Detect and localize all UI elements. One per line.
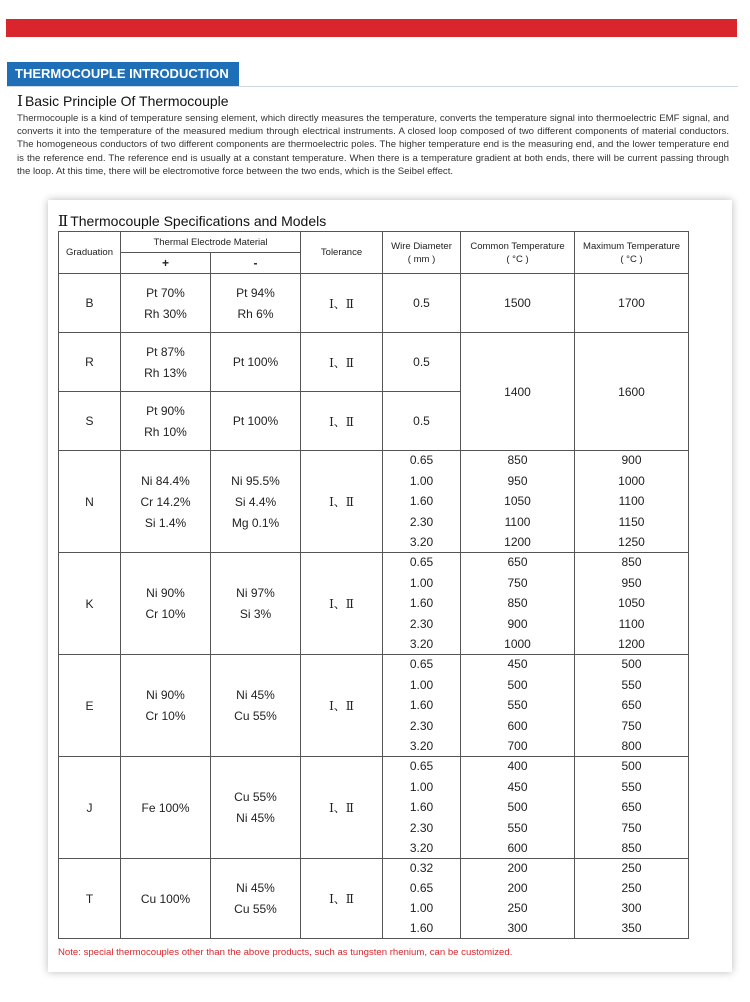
common-temp-value: 550 xyxy=(507,820,528,835)
specs-roman-numeral: Ⅱ xyxy=(58,212,69,230)
wire-value: 0.65 xyxy=(409,881,434,895)
table-row-K xyxy=(59,553,689,655)
max-temp-value: 1150 xyxy=(618,514,645,529)
material-line: Ni 97% xyxy=(236,586,275,600)
max-temp-value: 950 xyxy=(621,575,642,590)
material-line: Pt 87% xyxy=(146,344,185,359)
common-temp-value: 850 xyxy=(507,596,528,610)
max-temp-value: 500 xyxy=(621,759,642,773)
wire-value: 1.00 xyxy=(409,575,434,590)
wire-value: 1.00 xyxy=(409,779,434,794)
material-line: Si 1.4% xyxy=(144,515,187,530)
material-line: Cr 14.2% xyxy=(140,494,191,509)
header-max-line2: ( °C ) xyxy=(620,253,643,265)
table-row-N xyxy=(59,451,689,553)
common-temp-value: 550 xyxy=(507,698,528,712)
max-temp-value: 900 xyxy=(621,453,642,467)
plus-material-cell xyxy=(121,333,211,392)
common-temp-value: 300 xyxy=(507,921,528,935)
max-temp-value: 650 xyxy=(621,698,642,712)
max-temp-value: 1250 xyxy=(618,535,645,549)
wire-cell xyxy=(383,451,461,553)
common-temp-value: 1200 xyxy=(504,535,531,549)
common-temp-value: 1100 xyxy=(504,514,531,529)
wire-value: 0.32 xyxy=(409,861,434,875)
header-material: Thermal Electrode Material xyxy=(121,232,301,253)
common-temp-value: 500 xyxy=(507,677,528,692)
tolerance-cell: Ⅰ、Ⅱ xyxy=(301,392,383,451)
max-temp-value: 350 xyxy=(621,921,642,935)
header-tolerance: Tolerance xyxy=(301,232,383,274)
table-row-J xyxy=(59,757,689,859)
table-row-R xyxy=(59,333,689,392)
wire-value: 3.20 xyxy=(409,637,434,651)
max-temp-value: 500 xyxy=(621,657,642,671)
material-line: Cr 10% xyxy=(145,607,186,621)
graduation-cell: K xyxy=(59,553,121,655)
max-temp-value: 1050 xyxy=(618,596,645,610)
wire-cell xyxy=(383,553,461,655)
common-temp-cell: 1500 xyxy=(461,274,575,333)
material-line: Pt 94% xyxy=(236,285,275,300)
common-temp-cell xyxy=(461,553,575,655)
common-temp-value: 200 xyxy=(507,861,528,875)
wire-cell: 0.5 xyxy=(383,333,461,392)
plus-material-cell xyxy=(121,553,211,655)
max-temp-value: 650 xyxy=(621,800,642,814)
common-temp-value: 500 xyxy=(507,800,528,814)
max-temp-value: 550 xyxy=(621,779,642,794)
header-common-line1: Common Temperature xyxy=(470,240,565,252)
common-temp-value: 250 xyxy=(507,901,528,915)
common-temp-value: 1050 xyxy=(504,494,531,508)
common-temp-value: 650 xyxy=(507,555,528,569)
wire-cell: 0.5 xyxy=(383,392,461,451)
wire-cell: 0.5 xyxy=(383,274,461,333)
header-max-line1: Maximum Temperature xyxy=(583,240,680,252)
material-line: Cr 10% xyxy=(145,709,186,723)
max-temp-value: 300 xyxy=(621,901,642,915)
plus-material-cell xyxy=(121,274,211,333)
max-temp-value: 850 xyxy=(621,555,642,569)
section-title-banner: THERMOCOUPLE INTRODUCTION xyxy=(7,62,239,86)
material-line: Mg 0.1% xyxy=(231,515,280,530)
common-temp-cell: 1400 xyxy=(461,333,575,451)
max-temp-value: 250 xyxy=(621,881,642,895)
common-temp-value: 400 xyxy=(507,759,528,773)
specs-heading xyxy=(58,212,326,230)
minus-material-cell xyxy=(211,274,301,333)
material-line: Ni 90% xyxy=(146,688,185,702)
common-temp-value: 1000 xyxy=(504,637,531,651)
material-line: Ni 84.4% xyxy=(141,473,190,488)
wire-cell xyxy=(383,655,461,757)
max-temp-value: 1100 xyxy=(618,616,645,631)
max-temp-cell xyxy=(575,859,689,939)
material-line: Ni 45% xyxy=(236,688,275,702)
common-temp-value: 700 xyxy=(507,739,528,753)
material-line: Pt 70% xyxy=(146,285,185,300)
header-common-temp xyxy=(461,232,575,274)
wire-value: 1.60 xyxy=(409,921,434,935)
max-temp-value: 800 xyxy=(621,739,642,753)
max-temp-cell xyxy=(575,655,689,757)
max-temp-cell xyxy=(575,757,689,859)
common-temp-cell xyxy=(461,451,575,553)
minus-material-cell xyxy=(211,451,301,553)
table-row-E xyxy=(59,655,689,757)
material-line: Pt 90% xyxy=(146,403,185,418)
max-temp-cell xyxy=(575,553,689,655)
max-temp-value: 1100 xyxy=(618,494,645,508)
wire-value: 0.65 xyxy=(409,555,434,569)
header-plus: + xyxy=(121,253,211,274)
max-temp-value: 850 xyxy=(621,841,642,855)
wire-cell xyxy=(383,859,461,939)
header-wire-line1: Wire Diameter xyxy=(391,240,452,252)
section-divider xyxy=(7,86,738,87)
wire-value: 0.65 xyxy=(409,453,434,467)
minus-material-cell: Pt 100% xyxy=(211,333,301,392)
common-temp-value: 200 xyxy=(507,881,528,895)
tolerance-cell: Ⅰ、Ⅱ xyxy=(301,333,383,392)
plus-material-cell xyxy=(121,392,211,451)
common-temp-cell xyxy=(461,655,575,757)
minus-material-cell xyxy=(211,859,301,939)
max-temp-value: 750 xyxy=(621,820,642,835)
wire-value: 1.60 xyxy=(409,698,434,712)
material-line: Rh 6% xyxy=(237,306,274,321)
wire-value: 1.00 xyxy=(409,473,434,488)
header-max-temp xyxy=(575,232,689,274)
graduation-cell: J xyxy=(59,757,121,859)
max-temp-value: 250 xyxy=(621,861,642,875)
graduation-cell: E xyxy=(59,655,121,757)
max-temp-cell: 1700 xyxy=(575,274,689,333)
material-line: Rh 13% xyxy=(144,365,187,380)
minus-material-cell xyxy=(211,757,301,859)
wire-value: 1.60 xyxy=(409,596,434,610)
tolerance-cell: Ⅰ、Ⅱ xyxy=(301,859,383,939)
top-accent-bar xyxy=(6,19,737,37)
max-temp-value: 750 xyxy=(621,718,642,733)
wire-value: 1.00 xyxy=(409,677,434,692)
common-temp-value: 600 xyxy=(507,718,528,733)
minus-material-cell xyxy=(211,553,301,655)
wire-value: 1.60 xyxy=(409,800,434,814)
wire-value: 3.20 xyxy=(409,535,434,549)
wire-value: 3.20 xyxy=(409,739,434,753)
common-temp-cell xyxy=(461,859,575,939)
specs-table xyxy=(58,231,689,939)
tolerance-cell: Ⅰ、Ⅱ xyxy=(301,553,383,655)
max-temp-cell: 1600 xyxy=(575,333,689,451)
plus-material-cell xyxy=(121,451,211,553)
material-line: Si 4.4% xyxy=(234,494,277,509)
material-line: Ni 45% xyxy=(236,881,275,895)
common-temp-value: 900 xyxy=(507,616,528,631)
wire-value: 2.30 xyxy=(409,820,434,835)
wire-value: 1.60 xyxy=(409,494,434,508)
common-temp-value: 850 xyxy=(507,453,528,467)
material-line: Cu 55% xyxy=(234,790,277,804)
wire-value: 0.65 xyxy=(409,657,434,671)
material-line: Ni 90% xyxy=(146,586,185,600)
plus-material-cell: Fe 100% xyxy=(121,757,211,859)
wire-value: 2.30 xyxy=(409,616,434,631)
tolerance-cell: Ⅰ、Ⅱ xyxy=(301,757,383,859)
header-wire-line2: ( mm ) xyxy=(407,253,436,265)
header-minus: - xyxy=(211,253,301,274)
wire-value: 1.00 xyxy=(409,901,434,915)
graduation-cell: R xyxy=(59,333,121,392)
table-row-B xyxy=(59,274,689,333)
customization-note: Note: special thermocouples other than the above products, such as tungsten rhenium, can be customized. xyxy=(58,947,513,958)
principle-heading xyxy=(17,92,229,110)
common-temp-value: 450 xyxy=(507,779,528,794)
plus-material-cell: Cu 100% xyxy=(121,859,211,939)
graduation-cell: N xyxy=(59,451,121,553)
header-common-line2: ( °C ) xyxy=(506,253,529,265)
material-line: Ni 95.5% xyxy=(231,473,280,488)
wire-value: 3.20 xyxy=(409,841,434,855)
principle-heading-text: Basic Principle Of Thermocouple xyxy=(24,93,229,109)
max-temp-value: 550 xyxy=(621,677,642,692)
wire-value: 2.30 xyxy=(409,514,434,529)
table-row-T xyxy=(59,859,689,939)
common-temp-value: 600 xyxy=(507,841,528,855)
specs-heading-text: Thermocouple Specifications and Models xyxy=(70,213,327,229)
graduation-cell: T xyxy=(59,859,121,939)
material-line: Si 3% xyxy=(239,607,272,621)
minus-material-cell xyxy=(211,655,301,757)
graduation-cell: S xyxy=(59,392,121,451)
max-temp-value: 1000 xyxy=(618,473,645,488)
common-temp-value: 450 xyxy=(507,657,528,671)
max-temp-cell xyxy=(575,451,689,553)
wire-cell xyxy=(383,757,461,859)
max-temp-value: 1200 xyxy=(618,637,645,651)
plus-material-cell xyxy=(121,655,211,757)
material-line: Cu 55% xyxy=(234,902,277,916)
wire-value: 0.65 xyxy=(409,759,434,773)
tolerance-cell: Ⅰ、Ⅱ xyxy=(301,655,383,757)
principle-roman-numeral: Ⅰ xyxy=(17,92,23,110)
principle-paragraph: Thermocouple is a kind of temperature sensing element, which directly measures the temperature, converts the temperature signal into thermoelectric EMF signal, and converts it into the temperature of the measured medium through electrical instruments. A closed loop composed of two different components of material conductors. The homogeneous conductors of two different components are thermoelectric poles. The higher temperature end is the measuring end, and the lower temperature end is the reference end. The reference end is usually at a constant temperature. When there is a temperature gradient at both ends, there will be current passing through the loop. At this time, there will be electromotive force between the two ends, which is the Seibel effect. xyxy=(17,113,729,177)
tolerance-cell: Ⅰ、Ⅱ xyxy=(301,274,383,333)
common-temp-value: 750 xyxy=(507,575,528,590)
material-line: Rh 10% xyxy=(144,424,187,439)
wire-value: 2.30 xyxy=(409,718,434,733)
common-temp-value: 950 xyxy=(507,473,528,488)
material-line: Cu 55% xyxy=(234,709,277,723)
material-line: Ni 45% xyxy=(236,811,275,825)
minus-material-cell: Pt 100% xyxy=(211,392,301,451)
common-temp-cell xyxy=(461,757,575,859)
header-wire-diameter xyxy=(383,232,461,274)
graduation-cell: B xyxy=(59,274,121,333)
material-line: Rh 30% xyxy=(144,306,187,321)
header-graduation: Graduation xyxy=(59,232,121,274)
tolerance-cell: Ⅰ、Ⅱ xyxy=(301,451,383,553)
